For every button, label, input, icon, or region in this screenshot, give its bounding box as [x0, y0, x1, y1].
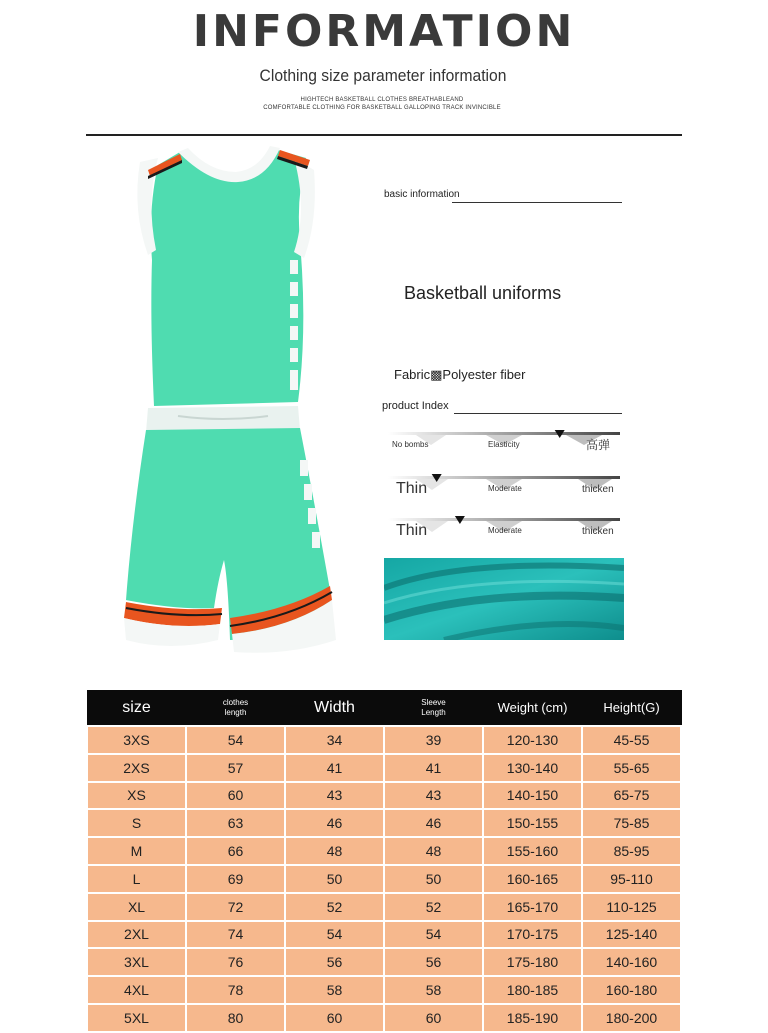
fabric-info: Fabric▩Polyester fiber — [394, 367, 526, 382]
page-subtitle: Clothing size parameter information — [259, 66, 507, 85]
cell-size: 4XL — [87, 976, 186, 1004]
thickness-scale-2 — [386, 512, 624, 558]
basic-information-label: basic information — [384, 189, 460, 200]
cell-clothes-length: 72 — [186, 893, 285, 921]
cell-width: 48 — [285, 837, 384, 865]
header-clothes-length: clothes length — [186, 691, 285, 727]
table-row — [87, 865, 681, 893]
cell-clothes-length: 74 — [186, 921, 285, 949]
thickness-2-middle-label: Moderate — [488, 526, 522, 535]
cell-weight: 170-175 — [483, 921, 582, 949]
thickness-left-label: Thin — [396, 480, 428, 497]
header-width: Width — [285, 691, 384, 727]
cell-clothes-length: 69 — [186, 865, 285, 893]
basketball-jersey-illustration — [118, 140, 348, 670]
cell-sleeve-length: 48 — [384, 837, 483, 865]
cell-sleeve-length: 46 — [384, 809, 483, 837]
cell-weight: 150-155 — [483, 809, 582, 837]
thickness-middle-label: Moderate — [488, 484, 522, 493]
product-index-label: product Index — [382, 400, 449, 412]
cell-size: 2XL — [87, 921, 186, 949]
header-weight: Weight (cm) — [483, 691, 582, 727]
cell-width: 43 — [285, 782, 384, 810]
basic-information-underline — [452, 202, 622, 203]
cell-sleeve-length: 43 — [384, 782, 483, 810]
cell-height: 160-180 — [582, 976, 681, 1004]
cell-weight: 180-185 — [483, 976, 582, 1004]
table-row — [87, 948, 681, 976]
cell-weight: 160-165 — [483, 865, 582, 893]
product-index-underline — [454, 413, 622, 414]
cell-height: 125-140 — [582, 921, 681, 949]
cell-sleeve-length: 39 — [384, 726, 483, 754]
cell-sleeve-length: 54 — [384, 921, 483, 949]
cell-weight: 165-170 — [483, 893, 582, 921]
cell-clothes-length: 76 — [186, 948, 285, 976]
header-size: size — [87, 691, 186, 727]
elasticity-middle-label: Elasticity — [488, 440, 520, 449]
cell-sleeve-length: 41 — [384, 754, 483, 782]
cell-width: 56 — [285, 948, 384, 976]
cell-width: 34 — [285, 726, 384, 754]
cell-size: L — [87, 865, 186, 893]
elasticity-scale — [386, 426, 624, 472]
table-row — [87, 893, 681, 921]
tagline-line-1: HIGHTECH BASKETBALL CLOTHES BREATHABLEAND — [300, 97, 464, 103]
cell-sleeve-length: 52 — [384, 893, 483, 921]
cell-size: M — [87, 837, 186, 865]
cell-weight: 175-180 — [483, 948, 582, 976]
cell-size: S — [87, 809, 186, 837]
cell-height: 180-200 — [582, 1004, 681, 1032]
cell-sleeve-length: 58 — [384, 976, 483, 1004]
cell-size: 3XS — [87, 726, 186, 754]
cell-clothes-length: 54 — [186, 726, 285, 754]
cell-sleeve-length: 60 — [384, 1004, 483, 1032]
table-row — [87, 726, 681, 754]
cell-height: 55-65 — [582, 754, 681, 782]
table-row — [87, 976, 681, 1004]
cell-sleeve-length: 50 — [384, 865, 483, 893]
table-row — [87, 1004, 681, 1032]
fabric-swatch-image — [384, 558, 624, 640]
cell-width: 46 — [285, 809, 384, 837]
cell-sleeve-length: 56 — [384, 948, 483, 976]
cell-clothes-length: 66 — [186, 837, 285, 865]
elasticity-left-label: No bombs — [392, 440, 429, 449]
size-chart-table — [86, 690, 682, 1033]
cell-width: 50 — [285, 865, 384, 893]
cell-size: 3XL — [87, 948, 186, 976]
tagline-line-2: COMFORTABLE CLOTHING FOR BASKETBALL GALLOPING TRACK INVINCIBLE — [263, 105, 501, 111]
cell-weight: 130-140 — [483, 754, 582, 782]
header-divider — [86, 134, 682, 136]
page-title: INFORMATION — [192, 6, 576, 57]
cell-width: 52 — [285, 893, 384, 921]
cell-clothes-length: 78 — [186, 976, 285, 1004]
product-name: Basketball uniforms — [404, 283, 562, 303]
table-row — [87, 782, 681, 810]
table-row — [87, 809, 681, 837]
cell-height: 65-75 — [582, 782, 681, 810]
cell-width: 60 — [285, 1004, 384, 1032]
table-row — [87, 921, 681, 949]
cell-height: 140-160 — [582, 948, 681, 976]
cell-size: XS — [87, 782, 186, 810]
table-header-row — [87, 691, 681, 727]
cell-height: 95-110 — [582, 865, 681, 893]
cell-size: XL — [87, 893, 186, 921]
cell-size: 5XL — [87, 1004, 186, 1032]
cell-size: 2XS — [87, 754, 186, 782]
thickness-scale — [386, 470, 624, 516]
cell-height: 110-125 — [582, 893, 681, 921]
table-row — [87, 754, 681, 782]
cell-clothes-length: 57 — [186, 754, 285, 782]
elasticity-right-label: 高弹 — [586, 438, 611, 452]
cell-weight: 140-150 — [483, 782, 582, 810]
thickness-right-label: thicken — [582, 484, 614, 495]
cell-width: 41 — [285, 754, 384, 782]
table-row — [87, 837, 681, 865]
cell-weight: 120-130 — [483, 726, 582, 754]
cell-height: 45-55 — [582, 726, 681, 754]
cell-width: 54 — [285, 921, 384, 949]
thickness-2-right-label: thicken — [582, 526, 614, 537]
cell-weight: 155-160 — [483, 837, 582, 865]
cell-width: 58 — [285, 976, 384, 1004]
cell-height: 85-95 — [582, 837, 681, 865]
cell-weight: 185-190 — [483, 1004, 582, 1032]
thickness-2-left-label: Thin — [396, 522, 428, 539]
header-height: Height(G) — [582, 691, 681, 727]
header-sleeve-length: Sleeve Length — [384, 691, 483, 727]
cell-clothes-length: 80 — [186, 1004, 285, 1032]
cell-clothes-length: 63 — [186, 809, 285, 837]
cell-height: 75-85 — [582, 809, 681, 837]
cell-clothes-length: 60 — [186, 782, 285, 810]
